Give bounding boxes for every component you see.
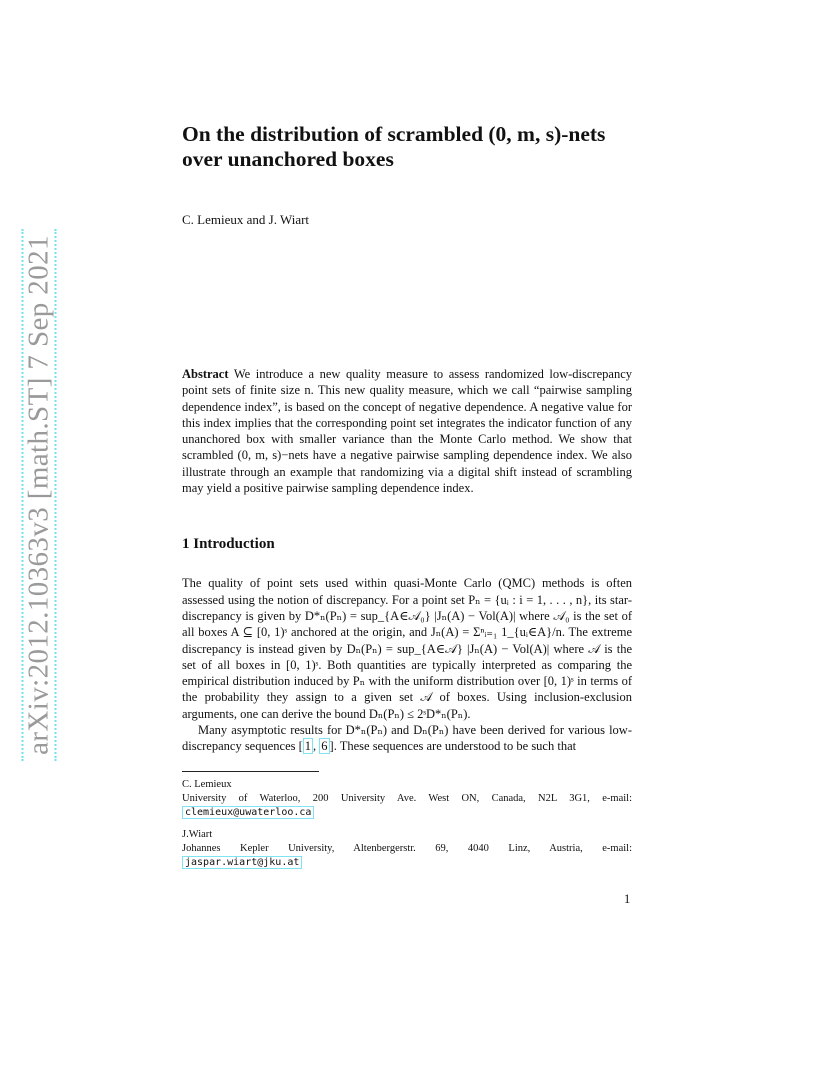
- introduction-body: [182, 575, 632, 754]
- intro-paragraph-1: The quality of point sets used within quasi-Monte Carlo (QMC) methods is often assessed using the notion of discrepancy. For a point set Pₙ = {uᵢ : i = 1, . . . , n}, its star-discrepancy is given by D*ₙ(Pₙ) = sup_{A∈𝒜₀} |Jₙ(A) − Vol(A)| where 𝒜₀ is the set of all boxes A ⊆ [0, 1)ˢ anchored at the origin, and Jₙ(A) = Σⁿᵢ₌₁ 1_{uᵢ∈A}/n. The extreme discrepancy is instead given by Dₙ(Pₙ) = sup_{A∈𝒜} |Jₙ(A) − Vol(A)| where 𝒜 is the set of all boxes in [0, 1)ˢ. Both quantities are typically interpreted as comparing the empirical distribution induced by Pₙ with the uniform distribution over [0, 1)ˢ in terms of the probability they assign to a given set 𝒜 of boxes. Using inclusion-exclusion arguments, one can derive the bound Dₙ(Pₙ) ≤ 2ˢD*ₙ(Pₙ).: [182, 576, 632, 721]
- author-list: C. Lemieux and J. Wiart: [182, 212, 310, 227]
- abstract: [182, 366, 632, 496]
- citation-link-6[interactable]: 6: [321, 739, 328, 754]
- intro-paragraph-2-start: Many asymptotic results for D*ₙ(Pₙ) and Dₙ(Pₙ) have been derived for various low-discrepancy sequences [: [182, 723, 632, 754]
- footnote-2-name: J.Wiart: [182, 828, 213, 840]
- citation-link-1[interactable]: 1: [304, 739, 312, 754]
- title-line-1: On the distribution of scrambled (0, m, s)-nets: [182, 122, 606, 146]
- abstract-label: Abstract: [182, 367, 229, 381]
- email-link-1[interactable]: clemieux@uwaterloo.ca: [182, 806, 314, 819]
- page-number: 1: [624, 892, 631, 906]
- section-heading-introduction: 1 Introduction: [182, 536, 275, 553]
- intro-paragraph-2-end: ]. These sequences are understood to be such that: [329, 739, 577, 754]
- footnote-1-name: C. Lemieux: [182, 778, 232, 790]
- footnote-1-affiliation: University of Waterloo, 200 University Ave. West ON, Canada, N2L 3G1, e-mail:: [182, 792, 632, 804]
- footnote-author-2: [182, 828, 632, 870]
- footnote-2-affiliation: Johannes Kepler University, Altenbergerstr. 69, 4040 Linz, Austria, e-mail:: [182, 842, 632, 854]
- footnote-rule: [182, 771, 319, 772]
- email-link-2[interactable]: jaspar.wiart@jku.at: [182, 856, 302, 869]
- abstract-text: We introduce a new quality measure to assess randomized low-discrepancy point sets of finite size n. This new quality measure, which we call “pairwise sampling dependence index”, is based on the concept of negative dependence. A negative value for this index implies that the corresponding point set integrates the indicator function of any unanchored box with smaller variance than the Monte Carlo method. We show that scrambled (0, m, s)−nets have a negative pairwise sampling dependence index. We also illustrate through an example that randomizing via a digital shift instead of scrambling may yield a positive pairwise sampling dependence index.: [182, 367, 632, 496]
- paper-content: [182, 122, 632, 878]
- title-line-2: over unanchored boxes: [182, 147, 394, 171]
- footnotes: [182, 771, 632, 870]
- paper-title: [182, 122, 632, 172]
- footnote-author-1: [182, 778, 632, 820]
- arxiv-identifier: arXiv:2012.10363v3 [math.ST] 7 Sep 2021: [22, 229, 57, 761]
- arxiv-identifier-stamp: [22, 235, 56, 755]
- citation-separator: ,: [313, 739, 320, 754]
- intro-paragraph-2: [182, 722, 632, 755]
